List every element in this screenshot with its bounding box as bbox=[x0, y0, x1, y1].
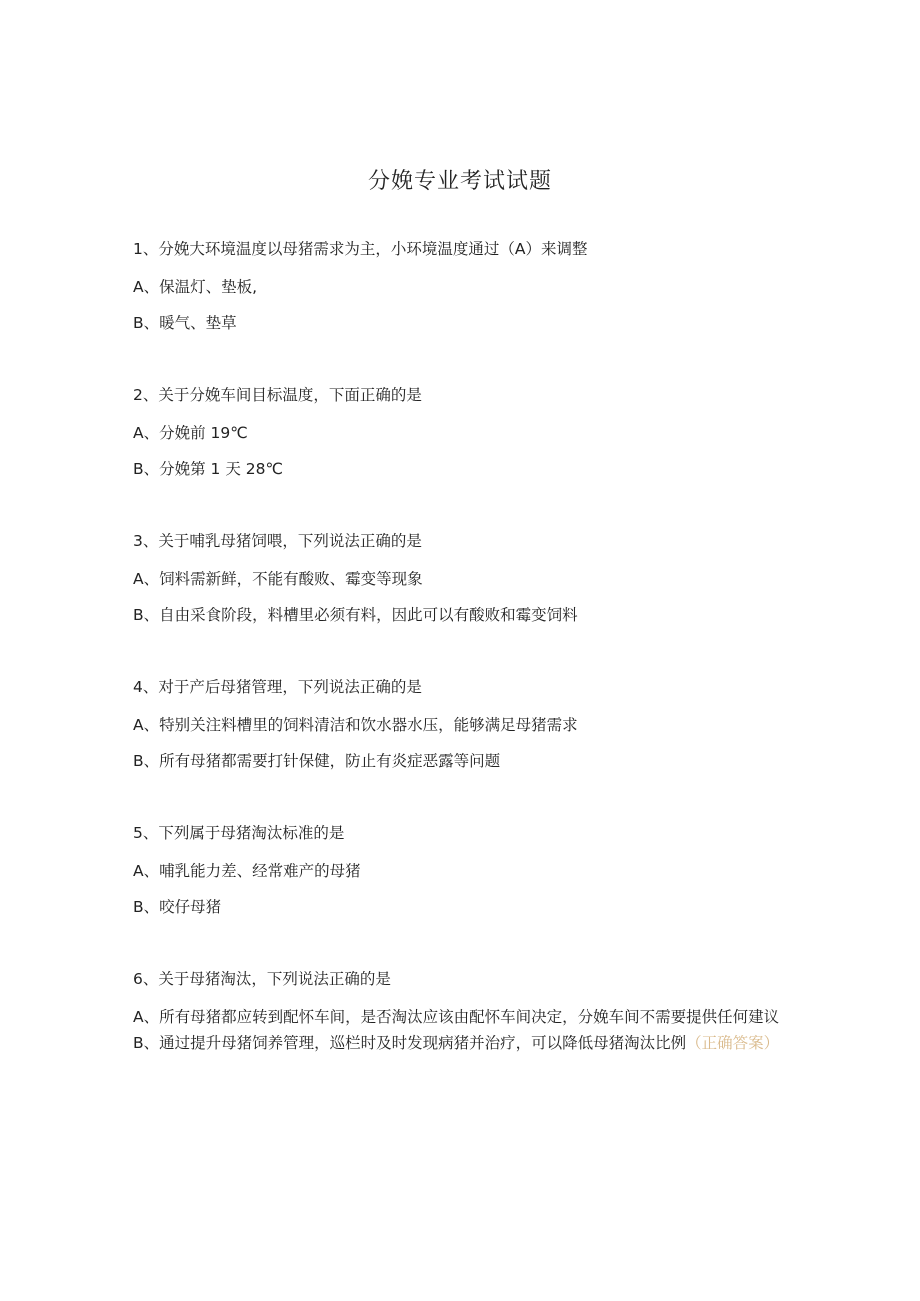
question-stem: 2、关于分娩车间目标温度，下面正确的是 bbox=[133, 386, 422, 404]
correct-answer-note: （正确答案） bbox=[686, 1034, 780, 1052]
option-a: A、分娩前 19℃ bbox=[133, 424, 248, 442]
question-list bbox=[133, 238, 781, 1104]
option-a: A、所有母猪都应转到配怀车间，是否淘汰应该由配怀车间决定，分娩车间不需要提供任何建议 bbox=[133, 1008, 780, 1026]
option-a: A、保温灯、垫板, bbox=[133, 278, 258, 296]
question-stem: 1、分娩大环境温度以母猪需求为主，小环境温度通过（A）来调整 bbox=[133, 240, 588, 258]
option-b: B、所有母猪都需要打针保健，防止有炎症恶露等问题 bbox=[133, 752, 501, 770]
question-6 bbox=[133, 968, 781, 1054]
page-title: 分娩专业考试试题 bbox=[367, 169, 552, 194]
option-b bbox=[133, 1032, 781, 1054]
question-stem: 6、关于母猪淘汰，下列说法正确的是 bbox=[133, 970, 391, 988]
option-a: A、哺乳能力差、经常难产的母猪 bbox=[133, 862, 361, 880]
option-b: B、咬仔母猪 bbox=[133, 898, 222, 916]
question-1 bbox=[133, 238, 781, 334]
option-b: B、自由采食阶段，料槽里必须有料，因此可以有酸败和霉变饲料 bbox=[133, 606, 578, 624]
question-stem: 4、对于产后母猪管理，下列说法正确的是 bbox=[133, 678, 422, 696]
option-a: A、饲料需新鲜，不能有酸败、霉变等现象 bbox=[133, 570, 423, 588]
option-b: B、分娩第 1 天 28℃ bbox=[133, 460, 283, 478]
option-a: A、特别关注料槽里的饲料清洁和饮水器水压，能够满足母猪需求 bbox=[133, 716, 578, 734]
question-5 bbox=[133, 822, 781, 918]
question-2 bbox=[133, 384, 781, 480]
question-3 bbox=[133, 530, 781, 626]
option-b: B、暖气、垫草 bbox=[133, 314, 237, 332]
question-stem: 3、关于哺乳母猪饲喂，下列说法正确的是 bbox=[133, 532, 422, 550]
question-4 bbox=[133, 676, 781, 772]
question-stem: 5、下列属于母猪淘汰标准的是 bbox=[133, 824, 345, 842]
option-b-text: B、通过提升母猪饲养管理，巡栏时及时发现病猪并治疗，可以降低母猪淘汰比例 bbox=[133, 1034, 687, 1052]
